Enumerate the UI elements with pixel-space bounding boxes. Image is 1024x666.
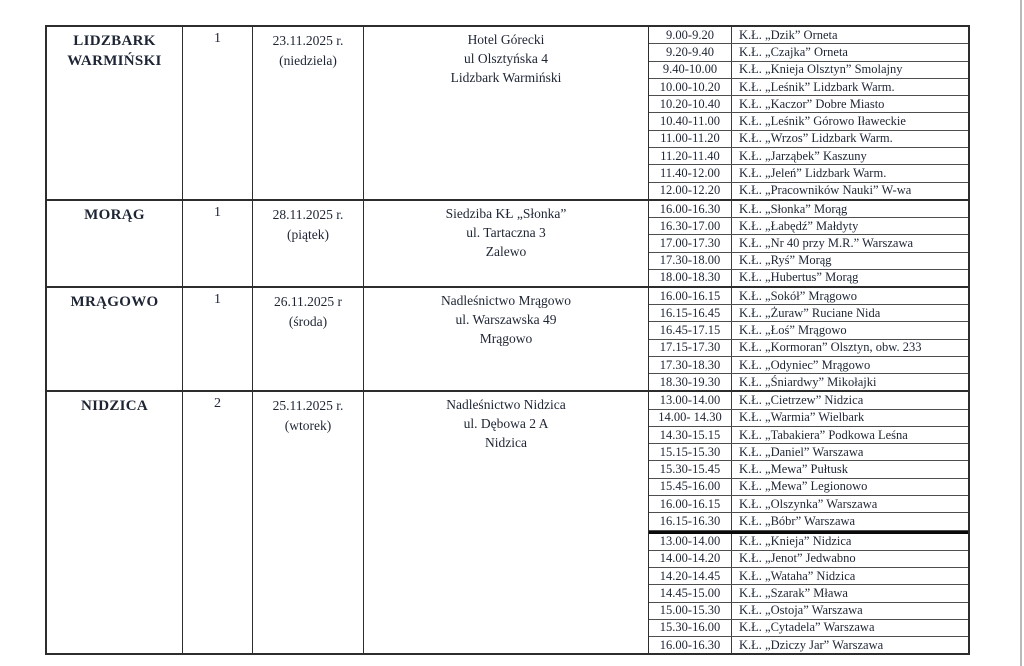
slot-time: 16.15-16.45 (649, 305, 732, 321)
slot-row (649, 444, 968, 461)
slot-row (649, 235, 968, 252)
slot-time: 17.30-18.30 (649, 357, 732, 373)
slot-row (649, 374, 968, 390)
city-name: NIDZICA (47, 392, 183, 653)
slot-time: 17.15-17.30 (649, 340, 732, 356)
slot-time: 16.15-16.30 (649, 513, 732, 529)
slot-time: 11.40-12.00 (649, 165, 732, 181)
slot-time: 12.00-12.20 (649, 183, 732, 199)
club-name: K.Ł. „Cytadela” Warszawa (739, 620, 875, 635)
club-name: K.Ł. „Cietrzew” Nidzica (739, 393, 864, 408)
slot-time: 16.45-17.15 (649, 322, 732, 338)
club-name: K.Ł. „Pracowników Nauki” W-wa (739, 183, 912, 198)
event-date: 28.11.2025 r. (272, 207, 344, 222)
session-count: 2 (183, 392, 253, 653)
slot-time: 15.30-16.00 (649, 620, 732, 636)
slot-time: 17.00-17.30 (649, 235, 732, 251)
club-name: K.Ł. „Kaczor” Dobre Miasto (739, 96, 885, 111)
club-name: K.Ł. „Wrzos” Lidzbark Warm. (739, 131, 893, 146)
slot-row (649, 531, 968, 551)
club-name: K.Ł. „Łabędź” Małdyty (739, 218, 859, 233)
slot-row (649, 201, 968, 218)
club-name: K.Ł. „Sokół” Mrągowo (739, 288, 858, 303)
club-name: K.Ł. „Ostoja” Warszawa (739, 603, 863, 618)
slot-row (649, 392, 968, 409)
slot-time: 15.30-15.45 (649, 461, 732, 477)
slot-row (649, 322, 968, 339)
slot-time: 18.30-19.30 (649, 374, 732, 390)
slot-time: 9.20-9.40 (649, 44, 732, 60)
schedule-block (47, 27, 968, 201)
schedule-table (45, 25, 970, 655)
slot-row (649, 585, 968, 602)
slot-time: 15.00-15.30 (649, 603, 732, 619)
slot-time: 17.30-18.00 (649, 253, 732, 269)
session-count: 1 (183, 288, 253, 390)
venue-line: Hotel Górecki (467, 32, 545, 47)
club-name: K.Ł. „Jenot” Jedwabno (739, 551, 856, 566)
event-weekday: (piątek) (287, 226, 329, 242)
venue-line: ul. Warszawska 49 (455, 311, 557, 327)
club-name: K.Ł. „Szarak” Mława (739, 585, 848, 600)
club-name: K.Ł. „Leśnik” Lidzbark Warm. (739, 79, 895, 94)
slot-time: 16.00-16.15 (649, 496, 732, 512)
venue-line: Siedziba KŁ „Słonka” (445, 206, 567, 221)
club-name: K.Ł. „Daniel” Warszawa (739, 444, 864, 459)
club-name: K.Ł. „Śniardwy” Mikołajki (739, 374, 877, 389)
club-name: K.Ł. „Knieja” Nidzica (739, 534, 852, 549)
club-name: K.Ł. „Jeleń” Lidzbark Warm. (739, 166, 887, 181)
date-cell (253, 288, 364, 390)
slot-time: 13.00-14.00 (649, 534, 732, 550)
club-name: K.Ł. „Dziczy Jar” Warszawa (739, 637, 884, 652)
slot-row (649, 410, 968, 427)
slot-row (649, 288, 968, 305)
slot-time: 10.00-10.20 (649, 79, 732, 95)
slot-time: 9.40-10.00 (649, 62, 732, 78)
slot-row (649, 340, 968, 357)
club-name: K.Ł. „Dzik” Orneta (739, 27, 838, 42)
session-count: 1 (183, 27, 253, 199)
slot-time: 10.20-10.40 (649, 96, 732, 112)
event-date: 26.11.2025 r (273, 294, 343, 309)
slot-time: 16.00-16.30 (649, 201, 732, 217)
slot-row (649, 513, 968, 530)
slot-row (649, 551, 968, 568)
slot-time: 11.20-11.40 (649, 148, 732, 164)
club-name: K.Ł. „Łoś” Mrągowo (739, 323, 847, 338)
club-name: K.Ł. „Bóbr” Warszawa (739, 513, 856, 528)
slot-time: 10.40-11.00 (649, 113, 732, 129)
slot-row (649, 637, 968, 653)
time-slots (649, 201, 968, 286)
club-name: K.Ł. „Mewa” Pułtusk (739, 462, 849, 477)
club-name: K.Ł. „Tabakiera” Podkowa Leśna (739, 427, 908, 442)
slot-row (649, 131, 968, 148)
venue-line: Nadleśnictwo Nidzica (446, 397, 566, 413)
event-date: 25.11.2025 r. (272, 398, 344, 414)
slot-row (649, 479, 968, 496)
slot-row (649, 568, 968, 585)
schedule-block (47, 392, 968, 653)
city-name: MRĄGOWO (47, 288, 183, 390)
club-name: K.Ł. „Mewa” Legionowo (739, 479, 868, 494)
slot-row (649, 44, 968, 61)
slot-row (649, 183, 968, 199)
time-slots (649, 288, 968, 390)
venue-cell (364, 201, 649, 286)
venue-line: Mrągowo (479, 330, 533, 346)
venue-line: Zalewo (485, 243, 527, 259)
time-slots (649, 392, 968, 653)
slot-row (649, 62, 968, 79)
event-weekday: (środa) (288, 313, 328, 329)
schedule-block (47, 201, 968, 288)
slot-row (649, 496, 968, 513)
venue-line: ul. Tartaczna 3 (466, 224, 546, 240)
venue-line: Nidzica (485, 435, 527, 451)
schedule-block (47, 288, 968, 392)
venue-line: ul. Dębowa 2 A (463, 416, 549, 432)
page-edge-line (1020, 0, 1022, 666)
club-name: K.Ł. „Wataha” Nidzica (739, 568, 856, 583)
venue-line: ul Olsztyńska 4 (464, 50, 548, 66)
venue-cell (364, 392, 649, 653)
club-name: K.Ł. „Knieja Olsztyn” Smolajny (739, 62, 903, 77)
slot-time: 16.00-16.30 (649, 637, 732, 653)
club-name: K.Ł. „Olszynka” Warszawa (739, 496, 878, 511)
slot-time: 11.00-11.20 (649, 131, 732, 147)
venue-cell (364, 27, 649, 199)
slot-row (649, 305, 968, 322)
slot-row (649, 270, 968, 286)
slot-time: 14.20-14.45 (649, 568, 732, 584)
slot-time: 18.00-18.30 (649, 270, 732, 286)
slot-row (649, 165, 968, 182)
session-count: 1 (183, 201, 253, 286)
club-name: K.Ł. „Odyniec” Mrągowo (739, 357, 871, 372)
venue-cell (364, 288, 649, 390)
city-name: MORĄG (47, 201, 183, 286)
slot-row (649, 218, 968, 235)
slot-row (649, 357, 968, 374)
date-cell (253, 392, 364, 653)
slot-time: 9.00-9.20 (649, 27, 732, 43)
date-cell (253, 27, 364, 199)
slot-time: 14.45-15.00 (649, 585, 732, 601)
club-name: K.Ł. „Czajka” Orneta (739, 44, 848, 59)
slot-row (649, 620, 968, 637)
slot-row (649, 253, 968, 270)
date-cell (253, 201, 364, 286)
slot-row (649, 603, 968, 620)
slot-time: 16.30-17.00 (649, 218, 732, 234)
slot-row (649, 427, 968, 444)
slot-time: 15.15-15.30 (649, 444, 732, 460)
city-name: LIDZBARK WARMIŃSKI (47, 27, 183, 199)
club-name: K.Ł. „Ryś” Morąg (739, 253, 832, 268)
event-weekday: (niedziela) (279, 52, 337, 68)
slot-time: 16.00-16.15 (649, 288, 732, 304)
club-name: K.Ł. „Nr 40 przy M.R.” Warszawa (739, 236, 914, 250)
club-name: K.Ł. „Leśnik” Górowo Iławeckie (739, 114, 906, 129)
venue-line: Lidzbark Warmiński (450, 69, 562, 85)
event-date: 23.11.2025 r. (272, 33, 344, 48)
club-name: K.Ł. „Jarząbek” Kaszuny (739, 148, 867, 163)
slot-time: 14.00- 14.30 (649, 410, 732, 426)
slot-time: 13.00-14.00 (649, 392, 732, 408)
slot-time: 14.00-14.20 (649, 551, 732, 567)
event-weekday: (wtorek) (284, 417, 332, 433)
club-name: K.Ł. „Warmia” Wielbark (739, 410, 865, 425)
slot-row (649, 27, 968, 44)
slot-row (649, 148, 968, 165)
club-name: K.Ł. „Kormoran” Olsztyn, obw. 233 (739, 340, 922, 355)
club-name: K.Ł. „Słonka” Morąg (739, 201, 848, 216)
slot-time: 15.45-16.00 (649, 479, 732, 495)
slot-row (649, 96, 968, 113)
slot-row (649, 461, 968, 478)
time-slots (649, 27, 968, 199)
slot-row (649, 113, 968, 130)
club-name: K.Ł. „Żuraw” Ruciane Nida (739, 305, 881, 320)
club-name: K.Ł. „Hubertus” Morąg (739, 270, 859, 285)
slot-time: 14.30-15.15 (649, 427, 732, 443)
slot-row (649, 79, 968, 96)
venue-line: Nadleśnictwo Mrągowo (440, 293, 572, 308)
